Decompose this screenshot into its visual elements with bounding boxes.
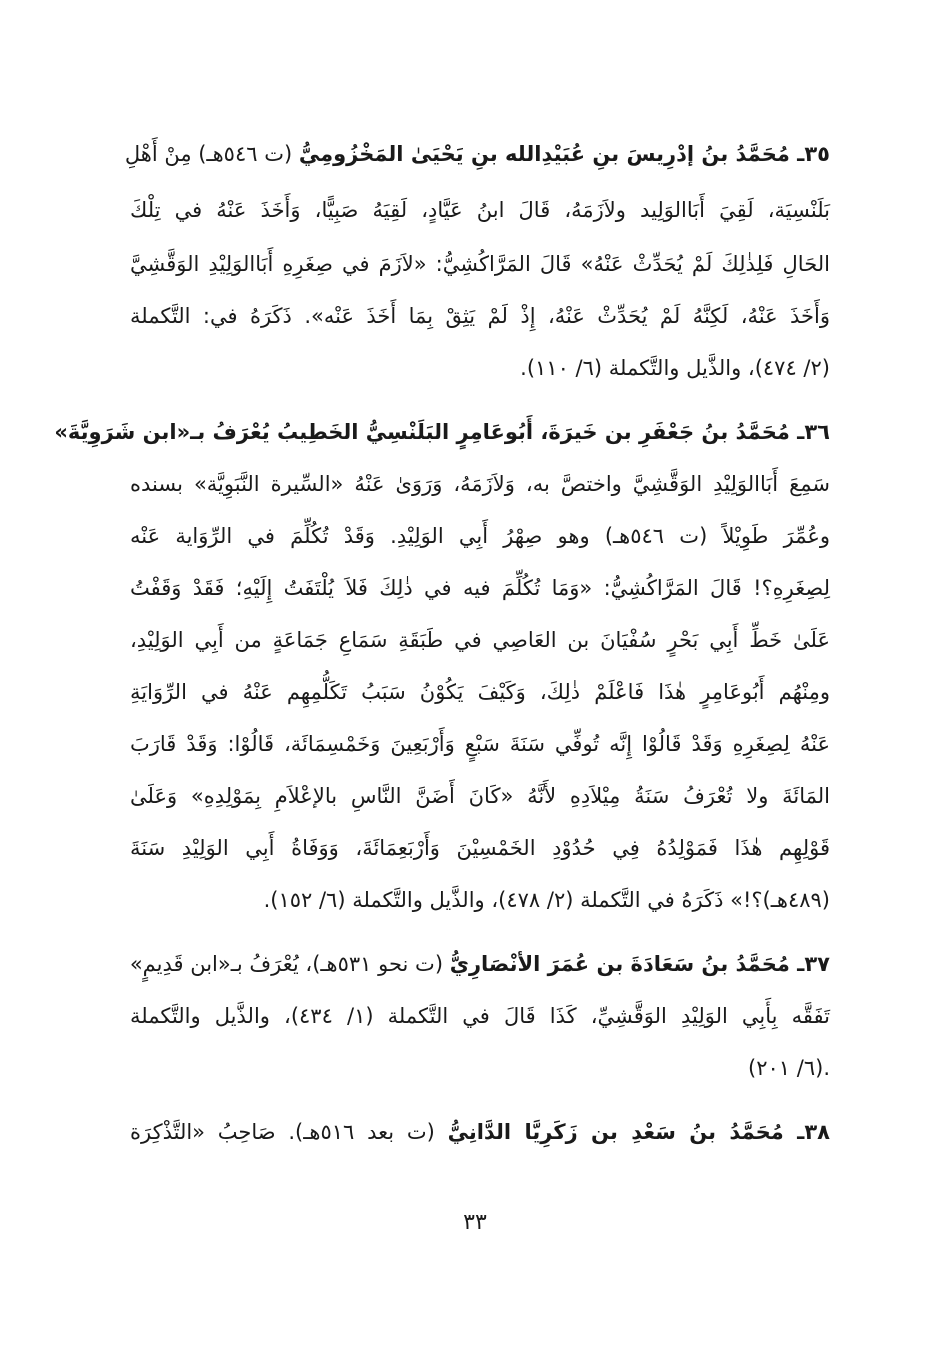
entry-38-heading-tail: (ت بعد ٥١٦هـ). صَاحِبُ «التَّذْكِرَة bbox=[130, 1120, 435, 1144]
entry-35-line-4: وَأَخَذَ عَنْهُ، لَكِنَّهُ لَمْ يُحَدِّثْ عَنْهُ، إِذْ لَمْ يَثِقْ بِمَا أَخَذَ عَنْه». ذَكَرَهُ في: التَّكملة bbox=[130, 304, 830, 328]
entry-37-heading-tail: (ت نحو ٥٣١هـ)، يُعْرَفُ بـ«ابن قَدِيمٍ» bbox=[129, 952, 444, 976]
entry-36-heading-line bbox=[54, 412, 830, 452]
entry-37-line-3: (٦/ ٢٠١). bbox=[748, 1056, 830, 1080]
entry-36-line-2: سَمِعَ أَبَاالوَلِيْدِ الوَقَّشِيَّ واختصَّ به، وَلاَزَمَهُ، وَرَوَىٰ عَنْهُ «السِّيرة النَّبَوِيَّة» بسنده bbox=[130, 472, 830, 496]
entry-36-line-7: عَنْهُ لِصِغَرِهِ وَقَدْ قَالُوْا إِنَّه تُوفِّي سَنَةَ سَبْعٍ وَأَرْبَعِينَ وَخَمْسِمَائَة، قَالُوْا: وَقَدْ قَارَبَ bbox=[130, 732, 830, 756]
entry-35-heading-tail: (ت ٥٤٦هـ) مِنْ أَهْلِ bbox=[124, 142, 293, 166]
entry-35-line-1 bbox=[124, 134, 830, 174]
entry-37-line-1 bbox=[130, 944, 830, 984]
entry-36-line-8: المَائَةَ ولا تُعْرَفُ سَنَةُ مِيْلاَدِهِ لأَنَّهُ «كَانَ أَضَنَّ النَّاسِ بالإعْلاَمِ بِمَوْلِدِهِ» وَعَلَىٰ bbox=[130, 784, 830, 808]
entry-36-line-4: لِصِغَرِهِ؟! قَالَ المَرَّاكُشِيُّ: «وَمَا تُكُلِّمَ فيه في ذٰلِكَ فَلاَ يُلْتَفَتُ إِلَيْهِ؛ فَقَدْ وَقَفْتُ bbox=[130, 576, 830, 600]
entry-35-line-3: الحَالِ فَلِذٰلِكَ لَمْ يُحَدِّثْ عَنْهُ» قَالَ المَرَّاكُشِيُّ: «لاَزَمَ في صِغَرِهِ أَبَاالوَلِيْدِ الوَقَّشِيَّ bbox=[130, 252, 830, 276]
entry-37-line-2: تَفَقَّه بِأَبِي الوَلِيْدِ الوَقَّشِيِّ، كَذَا قَالَ في التَّكملة (١/ ٤٣٤)، والذَّيل والتَّكملة bbox=[130, 1004, 830, 1028]
entry-35-line-2: بَلَنْسِيَة، لَقِيَ أَبَاالوَلِيد ولاَزَمَهُ، قَالَ ابنُ عَيَّادٍ، لَقِيَهُ صَبِيًّا، وَأَخَذَ عَنْهُ في تِلْكَ bbox=[130, 198, 830, 222]
entry-36-line-10: (٤٨٩هـ)؟!» ذَكَرَهُ في التَّكملة (٢/ ٤٧٨)، والذَّيل والتَّكملة (٦/ ١٥٢). bbox=[263, 888, 830, 912]
entry-36-heading: ٣٦ـ مُحَمَّدُ بنُ جَعْفَرِ بن خَيرَةَ، أَبُوعَامِرٍ البَلَنْسِيُّ الخَطِيبُ يُعْرَفُ بـ«ابن شَرَوِيَّةَ» bbox=[54, 420, 830, 444]
entry-38-heading: ٣٨ـ مُحَمَّدُ بنُ سَعْدِ بن زَكَرِيَّا الدَّانِيُّ bbox=[447, 1120, 830, 1144]
page-number: ٣٣ bbox=[463, 1210, 487, 1235]
entry-38-line-1 bbox=[130, 1112, 830, 1152]
entry-36-line-9: قَوْلِهِم هٰذَا فَمَوْلِدُهُ فِي حُدُوْدِ الخَمْسِيْنَ وَأَرْبَعِمَائَةَ، وَوَفَاةُ أَبِي الوَلِيْدِ سَنَةَ bbox=[130, 836, 830, 860]
entry-36-line-5: عَلَىٰ خَطِّ أَبِي بَحْرٍ سُفْيَانَ بن العَاصِي في طَبَقَةِ سَمَاعِ جَمَاعَةٍ من أَبِي الوَلِيْدِ، bbox=[130, 628, 830, 652]
entry-35-heading: ٣٥ـ مُحَمَّدُ بنُ إدْرِيسَ بنِ عُبَيْدِالله بنِ يَحْيَىٰ المَخْزُومِيُّ bbox=[298, 142, 830, 166]
entry-35-line-5: (٢/ ٤٧٤)، والذَّيل والتَّكملة (٦/ ١١٠). bbox=[520, 356, 830, 380]
entry-37-heading: ٣٧ـ مُحَمَّدُ بنُ سَعَادَةَ بن عُمَرَ الأنْصَارِيُّ bbox=[449, 952, 830, 976]
entry-36-line-6: ومِنْهُم أَبُوعَامِرٍ هٰذَا فَاعْلَمْ ذٰلِكَ، وَكَيْفَ يَكُوْنُ سَبَبُ تَكَلُّمِهِم عَنْهُ في الرِّوَايَةِ bbox=[130, 680, 830, 704]
entry-36-line-3: وعُمِّرَ طَوِيْلاً (ت ٥٤٦هـ) وهو صِهْرُ أَبِي الوَلِيْدِ. وَقَدْ تُكُلِّمَ في الرِّوَاية عَنْه bbox=[130, 524, 831, 548]
